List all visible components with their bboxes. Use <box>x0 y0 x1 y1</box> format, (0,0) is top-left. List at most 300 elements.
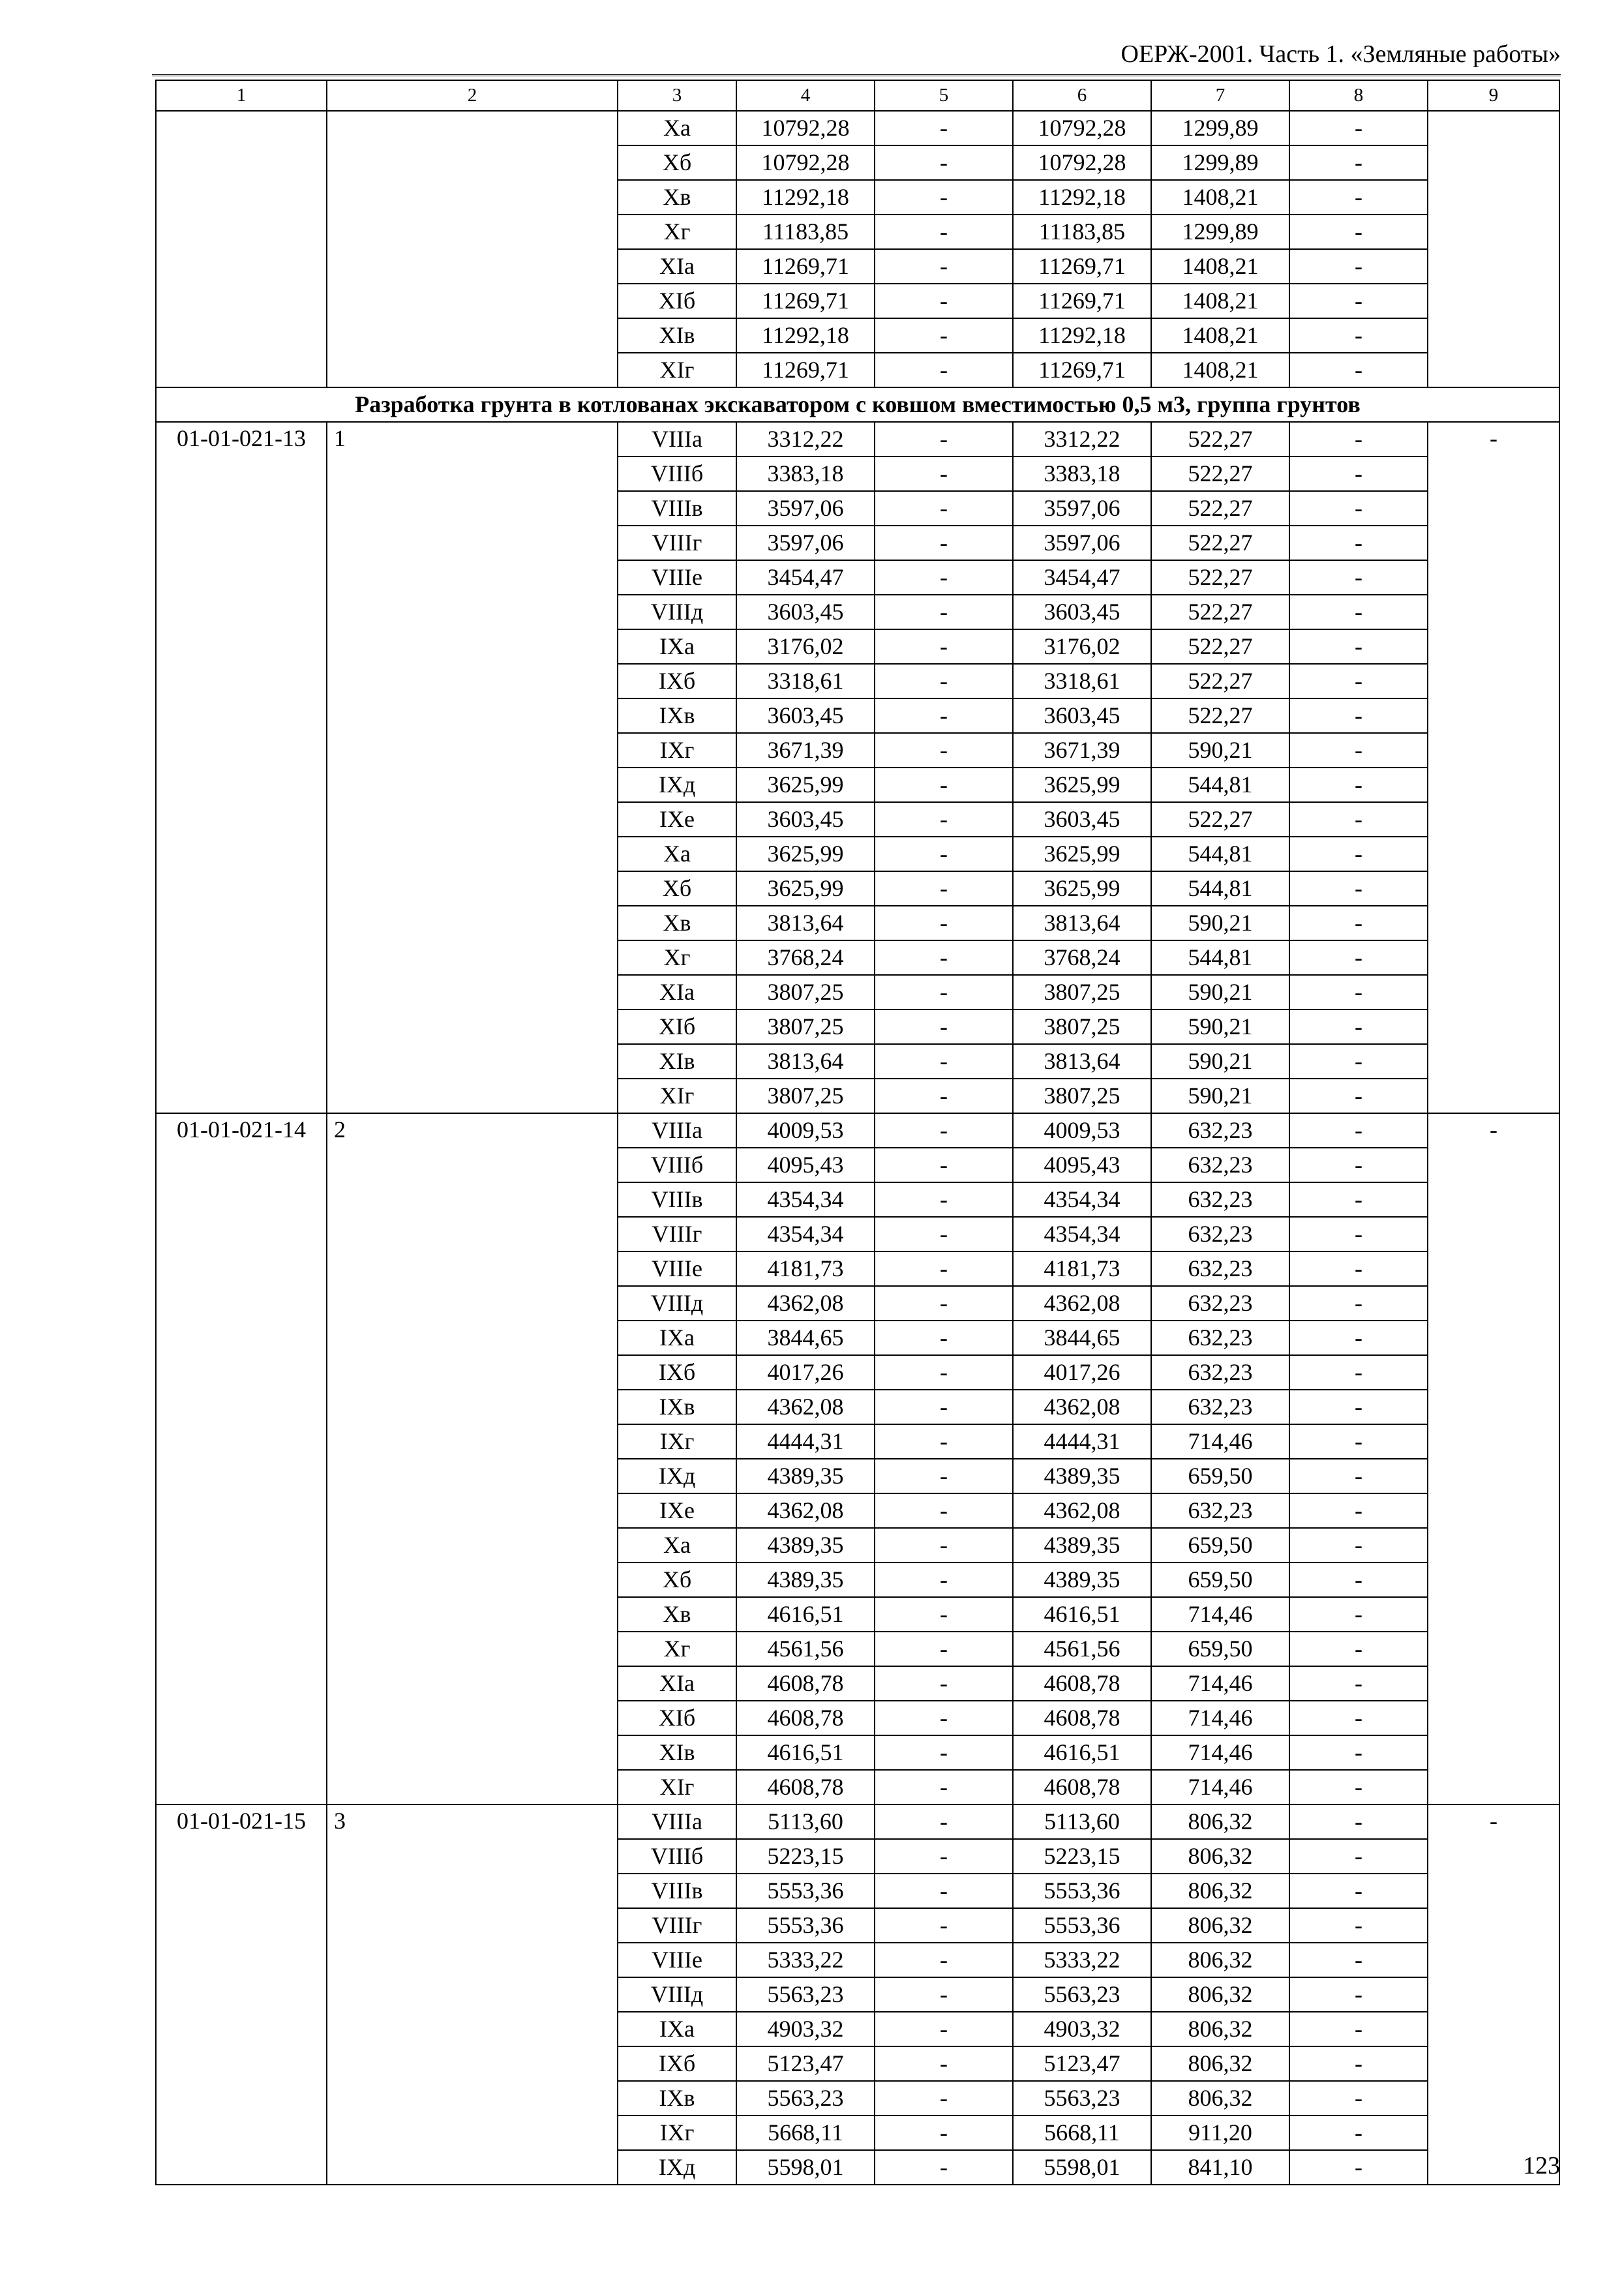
soil-category-cell: VIIIг <box>618 1908 736 1943</box>
direct-costs-cell: 4608,78 <box>736 1666 875 1701</box>
col8-cell: - <box>1289 664 1428 698</box>
col6-cell: 3603,45 <box>1013 595 1151 629</box>
rates-table <box>155 80 1560 2185</box>
col6-cell: 11269,71 <box>1013 353 1151 387</box>
soil-category-cell: Xa <box>618 1528 736 1563</box>
page-number: 123 <box>1523 2152 1560 2179</box>
soil-category-cell: IXг <box>618 2116 736 2150</box>
page-header <box>152 37 1561 76</box>
soil-category-cell: Xв <box>618 1597 736 1632</box>
col5-cell: - <box>875 1839 1013 1874</box>
soil-category-cell: Xг <box>618 940 736 975</box>
rate-code: 01-01-021-14 <box>156 1113 327 1804</box>
direct-costs-cell: 4389,35 <box>736 1563 875 1597</box>
table-row <box>156 422 1559 456</box>
col8-cell: - <box>1289 768 1428 802</box>
direct-costs-cell: 11183,85 <box>736 215 875 249</box>
direct-costs-cell: 5223,15 <box>736 1839 875 1874</box>
soil-category-cell: Xб <box>618 1563 736 1597</box>
direct-costs-cell: 11269,71 <box>736 249 875 284</box>
col5-cell: - <box>875 1943 1013 1977</box>
col7-cell: 522,27 <box>1151 698 1289 733</box>
direct-costs-cell: 4362,08 <box>736 1390 875 1424</box>
direct-costs-cell: 4444,31 <box>736 1424 875 1459</box>
col5-cell: - <box>875 1874 1013 1908</box>
col6-cell: 3597,06 <box>1013 526 1151 560</box>
soil-category-cell: XIв <box>618 318 736 353</box>
col6-cell: 4389,35 <box>1013 1459 1151 1493</box>
soil-category-cell: Xб <box>618 871 736 906</box>
col8-cell: - <box>1289 1977 1428 2012</box>
rate-code: 01-01-021-13 <box>156 422 327 1113</box>
soil-category-cell: Xa <box>618 111 736 145</box>
col7-cell: 659,50 <box>1151 1528 1289 1563</box>
col6-cell: 4009,53 <box>1013 1113 1151 1148</box>
col6-cell: 4017,26 <box>1013 1355 1151 1390</box>
direct-costs-cell: 5333,22 <box>736 1943 875 1977</box>
soil-category-cell: IXa <box>618 1321 736 1355</box>
col5-cell: - <box>875 629 1013 664</box>
col6-cell: 4095,43 <box>1013 1148 1151 1182</box>
col5-cell: - <box>875 1735 1013 1770</box>
soil-category-cell: IXa <box>618 2012 736 2046</box>
col6-cell: 3603,45 <box>1013 802 1151 837</box>
soil-category-cell: VIIIв <box>618 1182 736 1217</box>
col5-cell: - <box>875 2150 1013 2185</box>
soil-category-cell: VIIIe <box>618 1251 736 1286</box>
col6-cell: 3768,24 <box>1013 940 1151 975</box>
direct-costs-cell: 3625,99 <box>736 871 875 906</box>
col7-cell: 632,23 <box>1151 1493 1289 1528</box>
col7-cell: 714,46 <box>1151 1666 1289 1701</box>
col6-cell: 5553,36 <box>1013 1908 1151 1943</box>
col8-cell: - <box>1289 1804 1428 1839</box>
col8-cell: - <box>1289 1563 1428 1597</box>
soil-category-cell: IXв <box>618 2081 736 2116</box>
col7-cell: 1299,89 <box>1151 215 1289 249</box>
direct-costs-cell: 10792,28 <box>736 111 875 145</box>
soil-category-cell: VIIIд <box>618 1977 736 2012</box>
col5-cell: - <box>875 1355 1013 1390</box>
direct-costs-cell: 5668,11 <box>736 2116 875 2150</box>
direct-costs-cell: 4616,51 <box>736 1597 875 1632</box>
col6-cell: 5598,01 <box>1013 2150 1151 2185</box>
group-cell <box>327 111 618 387</box>
col8-cell: - <box>1289 629 1428 664</box>
col5-cell: - <box>875 111 1013 145</box>
col7-cell: 806,32 <box>1151 2081 1289 2116</box>
col6-cell: 5113,60 <box>1013 1804 1151 1839</box>
soil-category-cell: VIIIa <box>618 422 736 456</box>
col8-cell: - <box>1289 1079 1428 1113</box>
col7-cell: 522,27 <box>1151 560 1289 595</box>
col5-cell: - <box>875 1563 1013 1597</box>
col6-cell: 4616,51 <box>1013 1597 1151 1632</box>
col5-cell: - <box>875 526 1013 560</box>
col7-cell: 659,50 <box>1151 1632 1289 1666</box>
col5-cell: - <box>875 1459 1013 1493</box>
col5-cell: - <box>875 906 1013 940</box>
col6-cell: 4444,31 <box>1013 1424 1151 1459</box>
col7-cell: 632,23 <box>1151 1217 1289 1251</box>
col7-cell: 1408,21 <box>1151 180 1289 215</box>
col5-cell: - <box>875 1044 1013 1079</box>
col5-cell: - <box>875 1908 1013 1943</box>
direct-costs-cell: 3176,02 <box>736 629 875 664</box>
direct-costs-cell: 4389,35 <box>736 1459 875 1493</box>
col7-cell: 841,10 <box>1151 2150 1289 2185</box>
col8-cell: - <box>1289 1286 1428 1321</box>
col7-cell: 714,46 <box>1151 1735 1289 1770</box>
table-row <box>156 1804 1559 1839</box>
section-row <box>156 387 1559 422</box>
col7-cell: 522,27 <box>1151 802 1289 837</box>
direct-costs-cell: 3807,25 <box>736 975 875 1010</box>
soil-group-number: 2 <box>327 1113 618 1804</box>
direct-costs-cell: 5563,23 <box>736 2081 875 2116</box>
direct-costs-cell: 5563,23 <box>736 1977 875 2012</box>
col6-cell: 4616,51 <box>1013 1735 1151 1770</box>
col6-cell: 5123,47 <box>1013 2046 1151 2081</box>
direct-costs-cell: 5553,36 <box>736 1908 875 1943</box>
soil-category-cell: IXд <box>618 2150 736 2185</box>
col7-cell: 632,23 <box>1151 1355 1289 1390</box>
soil-category-cell: IXб <box>618 1355 736 1390</box>
soil-category-cell: IXб <box>618 2046 736 2081</box>
column-number-3: 3 <box>618 80 736 111</box>
col8-cell: - <box>1289 145 1428 180</box>
direct-costs-cell: 4903,32 <box>736 2012 875 2046</box>
direct-costs-cell: 4608,78 <box>736 1770 875 1804</box>
col8-cell: - <box>1289 1701 1428 1735</box>
col6-cell: 11269,71 <box>1013 249 1151 284</box>
col5-cell: - <box>875 1113 1013 1148</box>
col6-cell: 4608,78 <box>1013 1770 1151 1804</box>
col7-cell: 522,27 <box>1151 595 1289 629</box>
col6-cell: 4362,08 <box>1013 1493 1151 1528</box>
direct-costs-cell: 4095,43 <box>736 1148 875 1182</box>
soil-category-cell: Xб <box>618 145 736 180</box>
col5-cell: - <box>875 1493 1013 1528</box>
soil-category-cell: XIa <box>618 975 736 1010</box>
col6-cell: 3807,25 <box>1013 1079 1151 1113</box>
col7-cell: 806,32 <box>1151 1908 1289 1943</box>
col6-cell: 5223,15 <box>1013 1839 1151 1874</box>
col8-cell: - <box>1289 1321 1428 1355</box>
soil-category-cell: VIIIд <box>618 1286 736 1321</box>
col7-cell: 632,23 <box>1151 1182 1289 1217</box>
col6-cell: 5553,36 <box>1013 1874 1151 1908</box>
col5-cell: - <box>875 698 1013 733</box>
rate-code: 01-01-021-15 <box>156 1804 327 2185</box>
col5-cell: - <box>875 491 1013 526</box>
soil-category-cell: IXa <box>618 629 736 664</box>
soil-category-cell: VIIIв <box>618 1874 736 1908</box>
col7-cell: 1408,21 <box>1151 284 1289 318</box>
col8-cell: - <box>1289 526 1428 560</box>
col6-cell: 4561,56 <box>1013 1632 1151 1666</box>
col5-cell: - <box>875 456 1013 491</box>
soil-category-cell: XIв <box>618 1735 736 1770</box>
direct-costs-cell: 3625,99 <box>736 837 875 871</box>
col6-cell: 10792,28 <box>1013 111 1151 145</box>
direct-costs-cell: 3454,47 <box>736 560 875 595</box>
col7-cell: 632,23 <box>1151 1148 1289 1182</box>
soil-category-cell: XIг <box>618 353 736 387</box>
col5-cell: - <box>875 215 1013 249</box>
col7-cell: 632,23 <box>1151 1321 1289 1355</box>
soil-category-cell: XIг <box>618 1079 736 1113</box>
direct-costs-cell: 3807,25 <box>736 1010 875 1044</box>
soil-category-cell: IXв <box>618 698 736 733</box>
col9-cell: - <box>1428 1113 1559 1804</box>
direct-costs-cell: 4017,26 <box>736 1355 875 1390</box>
col8-cell: - <box>1289 111 1428 145</box>
col6-cell: 4608,78 <box>1013 1666 1151 1701</box>
direct-costs-cell: 4362,08 <box>736 1493 875 1528</box>
col8-cell: - <box>1289 1839 1428 1874</box>
col5-cell: - <box>875 1701 1013 1735</box>
col8-cell: - <box>1289 871 1428 906</box>
col6-cell: 3176,02 <box>1013 629 1151 664</box>
col5-cell: - <box>875 1251 1013 1286</box>
direct-costs-cell: 3597,06 <box>736 491 875 526</box>
column-number-4: 4 <box>736 80 875 111</box>
col8-cell: - <box>1289 1251 1428 1286</box>
col8-cell: - <box>1289 2046 1428 2081</box>
col5-cell: - <box>875 1804 1013 1839</box>
col6-cell: 3625,99 <box>1013 768 1151 802</box>
direct-costs-cell: 11292,18 <box>736 180 875 215</box>
col8-cell: - <box>1289 249 1428 284</box>
col8-cell: - <box>1289 180 1428 215</box>
direct-costs-cell: 5598,01 <box>736 2150 875 2185</box>
column-number-1: 1 <box>156 80 327 111</box>
soil-category-cell: Xг <box>618 215 736 249</box>
soil-group-number: 1 <box>327 422 618 1113</box>
col5-cell: - <box>875 1597 1013 1632</box>
col7-cell: 522,27 <box>1151 629 1289 664</box>
column-number-7: 7 <box>1151 80 1289 111</box>
soil-category-cell: IXг <box>618 733 736 768</box>
col7-cell: 1408,21 <box>1151 318 1289 353</box>
col8-cell: - <box>1289 215 1428 249</box>
col7-cell: 714,46 <box>1151 1701 1289 1735</box>
col8-cell: - <box>1289 1390 1428 1424</box>
col8-cell: - <box>1289 2012 1428 2046</box>
col8-cell: - <box>1289 318 1428 353</box>
col7-cell: 544,81 <box>1151 837 1289 871</box>
col8-cell: - <box>1289 1424 1428 1459</box>
direct-costs-cell: 4362,08 <box>736 1286 875 1321</box>
direct-costs-cell: 4608,78 <box>736 1701 875 1735</box>
direct-costs-cell: 3603,45 <box>736 595 875 629</box>
col8-cell: - <box>1289 1459 1428 1493</box>
col6-cell: 4362,08 <box>1013 1390 1151 1424</box>
col8-cell: - <box>1289 940 1428 975</box>
column-number-9: 9 <box>1428 80 1559 111</box>
direct-costs-cell: 3603,45 <box>736 698 875 733</box>
col6-cell: 3813,64 <box>1013 1044 1151 1079</box>
soil-category-cell: VIIIб <box>618 456 736 491</box>
soil-category-cell: IXe <box>618 802 736 837</box>
col5-cell: - <box>875 2116 1013 2150</box>
soil-category-cell: XIв <box>618 1044 736 1079</box>
col5-cell: - <box>875 2046 1013 2081</box>
soil-category-cell: VIIIг <box>618 1217 736 1251</box>
direct-costs-cell: 3768,24 <box>736 940 875 975</box>
col8-cell: - <box>1289 595 1428 629</box>
col7-cell: 544,81 <box>1151 871 1289 906</box>
col9-cell <box>1428 111 1559 387</box>
col8-cell: - <box>1289 560 1428 595</box>
col8-cell: - <box>1289 491 1428 526</box>
direct-costs-cell: 3318,61 <box>736 664 875 698</box>
col7-cell: 806,32 <box>1151 2012 1289 2046</box>
col6-cell: 3807,25 <box>1013 1010 1151 1044</box>
col6-cell: 3625,99 <box>1013 871 1151 906</box>
col5-cell: - <box>875 1182 1013 1217</box>
direct-costs-cell: 3597,06 <box>736 526 875 560</box>
direct-costs-cell: 4354,34 <box>736 1182 875 1217</box>
col7-cell: 522,27 <box>1151 526 1289 560</box>
col8-cell: - <box>1289 1044 1428 1079</box>
col6-cell: 11269,71 <box>1013 284 1151 318</box>
col8-cell: - <box>1289 1943 1428 1977</box>
col6-cell: 3603,45 <box>1013 698 1151 733</box>
col8-cell: - <box>1289 1528 1428 1563</box>
col8-cell: - <box>1289 2081 1428 2116</box>
col5-cell: - <box>875 318 1013 353</box>
col8-cell: - <box>1289 1632 1428 1666</box>
col6-cell: 4354,34 <box>1013 1182 1151 1217</box>
col5-cell: - <box>875 1148 1013 1182</box>
direct-costs-cell: 3813,64 <box>736 906 875 940</box>
col5-cell: - <box>875 180 1013 215</box>
column-number-8: 8 <box>1289 80 1428 111</box>
col6-cell: 3671,39 <box>1013 733 1151 768</box>
table-body <box>156 80 1559 2185</box>
col8-cell: - <box>1289 353 1428 387</box>
col7-cell: 806,32 <box>1151 1874 1289 1908</box>
col8-cell: - <box>1289 698 1428 733</box>
soil-category-cell: XIб <box>618 1010 736 1044</box>
soil-category-cell: VIIIв <box>618 491 736 526</box>
col6-cell: 3813,64 <box>1013 906 1151 940</box>
soil-category-cell: IXд <box>618 1459 736 1493</box>
direct-costs-cell: 3807,25 <box>736 1079 875 1113</box>
col8-cell: - <box>1289 2116 1428 2150</box>
col5-cell: - <box>875 1217 1013 1251</box>
col8-cell: - <box>1289 1874 1428 1908</box>
col6-cell: 3807,25 <box>1013 975 1151 1010</box>
section-title: Разработка грунта в котлованах экскаватором с ковшом вместимостью 0,5 м3, группа грунтов <box>156 387 1559 422</box>
soil-category-cell: Xв <box>618 180 736 215</box>
col6-cell: 5668,11 <box>1013 2116 1151 2150</box>
col7-cell: 806,32 <box>1151 1804 1289 1839</box>
col6-cell: 3625,99 <box>1013 837 1151 871</box>
soil-category-cell: VIIIe <box>618 1943 736 1977</box>
col5-cell: - <box>875 975 1013 1010</box>
col7-cell: 714,46 <box>1151 1424 1289 1459</box>
direct-costs-cell: 4561,56 <box>736 1632 875 1666</box>
col6-cell: 5563,23 <box>1013 1977 1151 2012</box>
col6-cell: 11292,18 <box>1013 318 1151 353</box>
col7-cell: 544,81 <box>1151 768 1289 802</box>
soil-category-cell: Xг <box>618 1632 736 1666</box>
column-number-6: 6 <box>1013 80 1151 111</box>
col5-cell: - <box>875 249 1013 284</box>
col7-cell: 1408,21 <box>1151 249 1289 284</box>
col6-cell: 4389,35 <box>1013 1563 1151 1597</box>
col8-cell: - <box>1289 1355 1428 1390</box>
col7-cell: 632,23 <box>1151 1286 1289 1321</box>
direct-costs-cell: 3312,22 <box>736 422 875 456</box>
col7-cell: 1299,89 <box>1151 111 1289 145</box>
col5-cell: - <box>875 1010 1013 1044</box>
col5-cell: - <box>875 1977 1013 2012</box>
soil-category-cell: XIa <box>618 249 736 284</box>
soil-category-cell: IXг <box>618 1424 736 1459</box>
direct-costs-cell: 5113,60 <box>736 1804 875 1839</box>
soil-category-cell: Xв <box>618 906 736 940</box>
code-cell <box>156 111 327 387</box>
col8-cell: - <box>1289 1735 1428 1770</box>
col8-cell: - <box>1289 733 1428 768</box>
col6-cell: 10792,28 <box>1013 145 1151 180</box>
direct-costs-cell: 3844,65 <box>736 1321 875 1355</box>
direct-costs-cell: 4181,73 <box>736 1251 875 1286</box>
soil-category-cell: VIIIб <box>618 1148 736 1182</box>
soil-category-cell: XIб <box>618 284 736 318</box>
direct-costs-cell: 4389,35 <box>736 1528 875 1563</box>
col7-cell: 806,32 <box>1151 2046 1289 2081</box>
col6-cell: 4362,08 <box>1013 1286 1151 1321</box>
col5-cell: - <box>875 1390 1013 1424</box>
col7-cell: 544,81 <box>1151 940 1289 975</box>
col7-cell: 806,32 <box>1151 1977 1289 2012</box>
col7-cell: 522,27 <box>1151 664 1289 698</box>
col5-cell: - <box>875 1079 1013 1113</box>
soil-category-cell: IXв <box>618 1390 736 1424</box>
col5-cell: - <box>875 595 1013 629</box>
table-row <box>156 111 1559 145</box>
col5-cell: - <box>875 1286 1013 1321</box>
direct-costs-cell: 3813,64 <box>736 1044 875 1079</box>
col7-cell: 806,32 <box>1151 1943 1289 1977</box>
col8-cell: - <box>1289 1770 1428 1804</box>
col5-cell: - <box>875 802 1013 837</box>
col6-cell: 3597,06 <box>1013 491 1151 526</box>
direct-costs-cell: 4009,53 <box>736 1113 875 1148</box>
col6-cell: 3383,18 <box>1013 456 1151 491</box>
col5-cell: - <box>875 2012 1013 2046</box>
col5-cell: - <box>875 940 1013 975</box>
column-number-row <box>156 80 1559 111</box>
soil-category-cell: XIб <box>618 1701 736 1735</box>
col8-cell: - <box>1289 1217 1428 1251</box>
col7-cell: 1299,89 <box>1151 145 1289 180</box>
col7-cell: 714,46 <box>1151 1597 1289 1632</box>
soil-category-cell: Xa <box>618 837 736 871</box>
header-title: ОЕРЖ-2001. Часть 1. «Земляные работы» <box>1120 40 1561 68</box>
col7-cell: 632,23 <box>1151 1390 1289 1424</box>
direct-costs-cell: 11269,71 <box>736 353 875 387</box>
col8-cell: - <box>1289 1113 1428 1148</box>
col7-cell: 590,21 <box>1151 1079 1289 1113</box>
col5-cell: - <box>875 837 1013 871</box>
col5-cell: - <box>875 1424 1013 1459</box>
